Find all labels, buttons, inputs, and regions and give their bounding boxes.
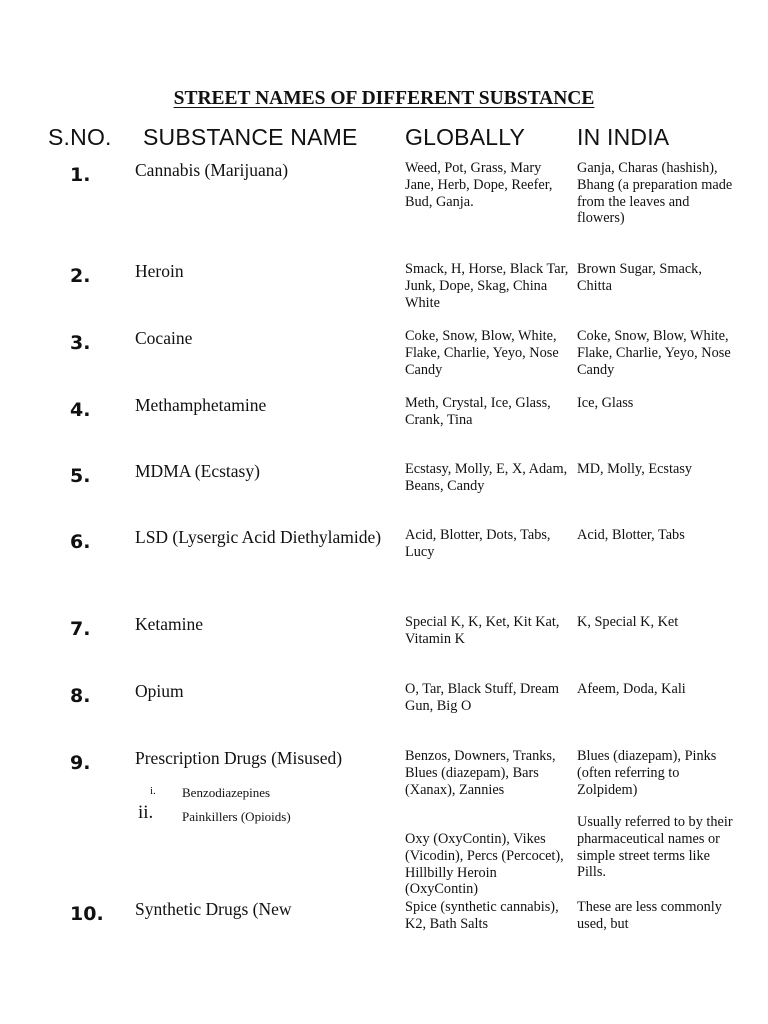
globally-names: Ecstasy, Molly, E, X, Adam, Beans, Candy — [405, 461, 568, 494]
globally-names: Coke, Snow, Blow, White, Flake, Charlie, Yeyo, Nose Candy — [405, 328, 559, 378]
sub-item-marker: ii. — [138, 802, 154, 823]
header-sno: S.NO. — [48, 124, 112, 150]
india-names: K, Special K, Ket — [577, 614, 679, 630]
row-number: 10. — [70, 903, 104, 925]
substance-name: Opium — [135, 681, 184, 701]
sub-item-benzodiazepines: Benzodiazepines — [182, 785, 271, 800]
row-number: 8. — [70, 685, 91, 707]
row-number: 5. — [70, 465, 91, 487]
india-names: Ganja, Charas (hashish), Bhang (a preparation made from the leaves and flowers) — [577, 160, 733, 227]
india-names: Blues (diazepam), Pinks (often referring to Zolpidem) — [577, 748, 717, 798]
substance-name: LSD (Lysergic Acid Diethylamide) — [135, 527, 382, 547]
row-number: 3. — [70, 332, 91, 354]
globally-names: Smack, H, Horse, Black Tar, Junk, Dope, Skag, China White — [405, 261, 569, 311]
header-substance-name: SUBSTANCE NAME — [143, 124, 358, 150]
row-number: 4. — [70, 399, 91, 421]
globally-names: Special K, K, Ket, Kit Kat, Vitamin K — [405, 614, 560, 647]
globally-names: Benzos, Downers, Tranks, Blues (diazepam), Bars (Xanax), Zannies — [405, 748, 556, 798]
india-names: Ice, Glass — [577, 395, 634, 411]
substance-name: Ketamine — [135, 614, 204, 634]
globally-names: Meth, Crystal, Ice, Glass, Crank, Tina — [405, 395, 551, 428]
sub-item-marker: i. — [150, 785, 156, 797]
substance-name: Synthetic Drugs (New — [135, 899, 292, 919]
document-title: STREET NAMES OF DIFFERENT SUBSTANCE — [173, 88, 595, 109]
india-names: Acid, Blotter, Tabs — [577, 527, 685, 543]
globally-names: Weed, Pot, Grass, Mary Jane, Herb, Dope, Reefer, Bud, Ganja. — [405, 160, 553, 210]
india-names: Coke, Snow, Blow, White, Flake, Charlie, Yeyo, Nose Candy — [577, 328, 731, 378]
india-names: Afeem, Doda, Kali — [577, 681, 686, 697]
india-names: Brown Sugar, Smack, Chitta — [577, 261, 702, 294]
globally-names: Spice (synthetic cannabis), K2, Bath Salts — [405, 899, 559, 932]
row-number: 7. — [70, 618, 91, 640]
row-number: 1. — [70, 164, 91, 186]
row-number: 6. — [70, 531, 91, 553]
substance-name: Prescription Drugs (Misused) — [135, 748, 343, 768]
globally-names-opioids: Oxy (OxyContin), Vikes (Vicodin), Percs (Percocet), Hillbilly Heroin (OxyContin) — [405, 831, 564, 898]
row-number: 9. — [70, 752, 91, 774]
india-names: MD, Molly, Ecstasy — [577, 461, 693, 477]
header-globally: GLOBALLY — [405, 124, 526, 150]
india-names: These are less commonly used, but — [577, 899, 722, 932]
sub-item-painkillers: Painkillers (Opioids) — [182, 809, 291, 824]
substance-name: MDMA (Ecstasy) — [135, 461, 260, 481]
india-names-opioids: Usually referred to by their pharmaceutical names or simple street terms like Pills. — [577, 814, 733, 881]
substance-name: Cocaine — [135, 328, 193, 348]
header-in-india: IN INDIA — [577, 124, 670, 150]
globally-names: O, Tar, Black Stuff, Dream Gun, Big O — [405, 681, 559, 714]
substance-name: Heroin — [135, 261, 184, 281]
globally-names: Acid, Blotter, Dots, Tabs, Lucy — [405, 527, 551, 560]
row-number: 2. — [70, 265, 91, 287]
substance-name: Cannabis (Marijuana) — [135, 160, 289, 180]
substance-name: Methamphetamine — [135, 395, 267, 415]
